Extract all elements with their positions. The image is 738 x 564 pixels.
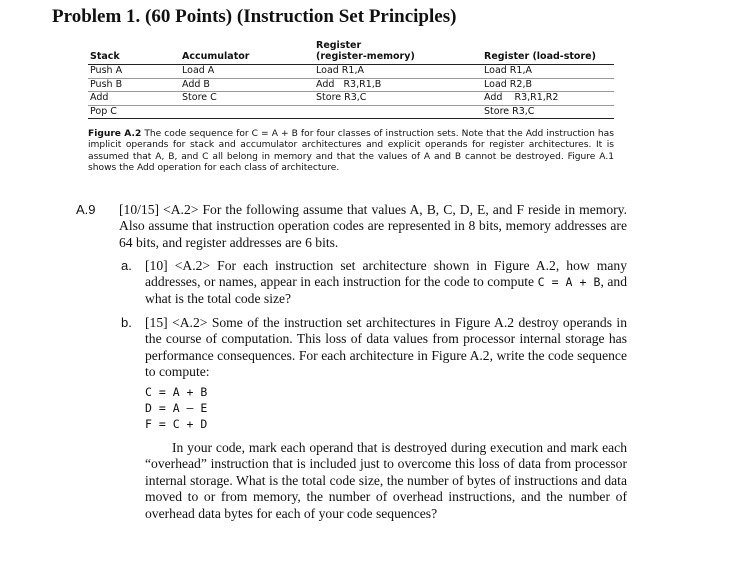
equation: C = A + B (145, 385, 208, 399)
equation: D = A – E (145, 401, 208, 415)
table-cell: Push B (88, 78, 180, 92)
part-a-text-after: , and what is the total code size? (145, 274, 627, 306)
table-row (88, 105, 614, 119)
figure-caption-text: The code sequence for C = A + B for four classes of instruction sets. Note that the Add instruction has implicit operands for stack and accumulator architectures and explicit operands for register architectures. It is assumed that A, B, and C all belong in memory and that the values of A and B cannot be destroyed. Figure A.1 shows the Add operation for each class of architecture. (88, 129, 614, 173)
table-cell: Add R3,R1,B (314, 78, 482, 92)
table-cell: Store R3,C (482, 105, 614, 119)
table-cell: Load R1,A (314, 65, 482, 79)
table-row (88, 78, 614, 92)
table-header-row (88, 40, 614, 65)
header-load-store: Register (load-store) (482, 40, 614, 65)
header-register-memory: Register (register-memory) (314, 40, 482, 65)
table-cell: Load A (180, 65, 314, 79)
part-b-text: [15] <A.2> Some of the instruction set architectures in Figure A.2 destroy operands in the course of computation. This loss of data values from processor internal storage has performance consequences. For each architecture in Figure A.2, write the code sequence to compute: (145, 315, 627, 380)
table-cell: Load R1,A (482, 65, 614, 79)
part-a-label: a. (121, 258, 132, 273)
table-cell: Store R3,C (314, 92, 482, 106)
part-a-text (145, 258, 627, 307)
table-cell: Add R3,R1,R2 (482, 92, 614, 106)
figure-label: Figure A.2 (88, 129, 142, 139)
header-accumulator: Accumulator (180, 40, 314, 65)
question-number: A.9 (76, 202, 96, 217)
equation: F = C + D (145, 417, 208, 431)
equation-list (145, 384, 207, 432)
part-a-text-before: [10] <A.2> For each instruction set architecture shown in Figure A.2, how many addresses, or names, appear in each instruction for the code to compute (145, 258, 627, 290)
question-text: [10/15] <A.2> For the following assume that values A, B, C, D, E, and F reside in memory. Also assume that instruction operation codes are represented in 8 bits, memory addresses are 64 bits, and register addresses are 6 bits. (119, 202, 627, 250)
problem-title: Problem 1. (60 Points) (Instruction Set Principles) (52, 6, 457, 27)
table-cell: Load R2,B (482, 78, 614, 92)
figure-caption (88, 129, 614, 174)
table-cell: Store C (180, 92, 314, 106)
table-cell: Add (88, 92, 180, 106)
code-sequence-table (88, 40, 614, 119)
part-b-label: b. (121, 315, 132, 330)
part-b-followup: In your code, mark each operand that is destroyed during execution and mark each “overhead” instruction that is included just to overcome this loss of data from processor internal storage. What is the total code size, the number of bytes of instructions and data moved to or from memory, the number of overhead instructions, and the number of overhead data bytes for each of your code sequences? (145, 440, 627, 521)
header-stack: Stack (88, 40, 180, 65)
table-row (88, 92, 614, 106)
table-cell: Push A (88, 65, 180, 79)
table-cell (314, 105, 482, 119)
table-cell: Add B (180, 78, 314, 92)
part-a-code: C = A + B (537, 275, 601, 290)
table-cell (180, 105, 314, 119)
table-row (88, 65, 614, 79)
table-cell: Pop C (88, 105, 180, 119)
